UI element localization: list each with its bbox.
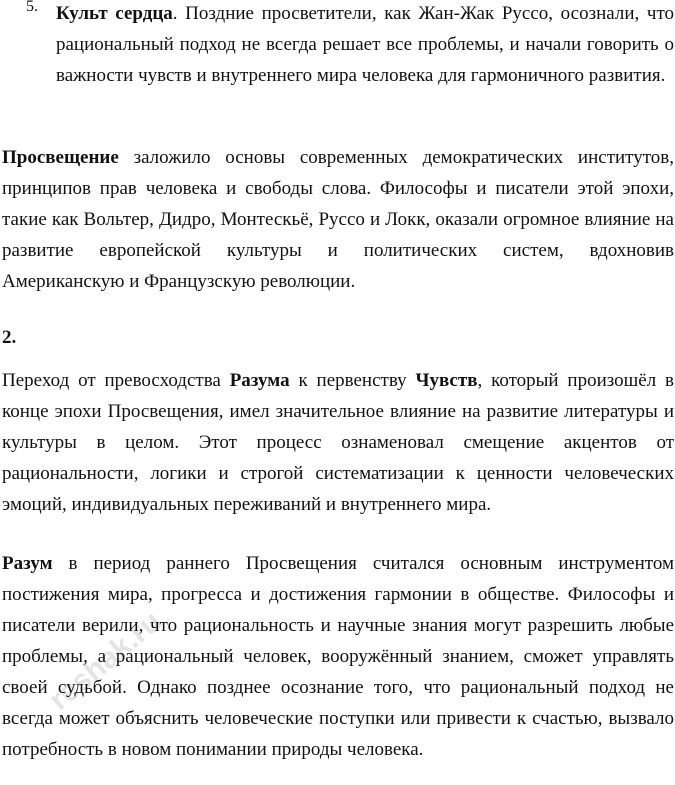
paragraph-reason-bold: Разум: [2, 553, 53, 574]
paragraph-transition-bold-feelings: Чувств: [415, 370, 478, 391]
section-number: 2.: [2, 327, 17, 348]
paragraph-enlightenment-body: заложило основы современных демократических институтов, принципов прав человека и свободы слова. Философы и писатели этой эпохи, такие как Вольтер, Дидро, Монтескьё, Руссо и Локк, оказали огромное влияние на развитие европейской культуры и политических систем, вдохновив Американскую и Французскую революции.: [2, 147, 674, 292]
list-item-number: 5.: [26, 0, 38, 15]
paragraph-enlightenment-bold: Просвещение: [2, 147, 119, 168]
list-item-text: [56, 0, 674, 91]
paragraph-reason-body: в период раннего Просвещения считался основным инструментом постижения мира, прогресса и достижения гармонии в обществе. Философы и писатели верили, что рациональность и научные знания могут разрешить любые проблемы, а рациональный человек, вооружённый знанием, сможет управлять своей судьбой. Однако позднее осознание того, что рациональный подход не всегда может объяснить человеческие поступки или привести к счастью, вызвало потребность в новом понимании природы человека.: [2, 553, 674, 760]
list-item-body: . Поздние просветители, как Жан-Жак Руссо, осознали, что рациональный подход не всегда решает все проблемы, и начали говорить о важности чувств и внутреннего мира человека для гармоничного развития.: [56, 3, 674, 86]
paragraph-transition-bold-reason: Разума: [229, 370, 290, 391]
list-item-5: [26, 0, 674, 91]
paragraph-enlightenment: [2, 142, 674, 297]
paragraph-transition: Переход от превосходства Разума к первенству Чувств, который произошёл в конце эпохи Просвещения, имел значительное влияние на развитие литературы и культуры в целом. Этот процесс ознаменовал смещение акцентов от рациональности, логики и строгой систематизации к ценности человеческих эмоций, индивидуальных переживаний и внутреннего мира.: [2, 370, 674, 515]
watermark-text: reshak.ru: [42, 604, 168, 717]
paragraph-reason: [2, 548, 674, 765]
list-item-heading: Культ сердца: [56, 3, 173, 24]
